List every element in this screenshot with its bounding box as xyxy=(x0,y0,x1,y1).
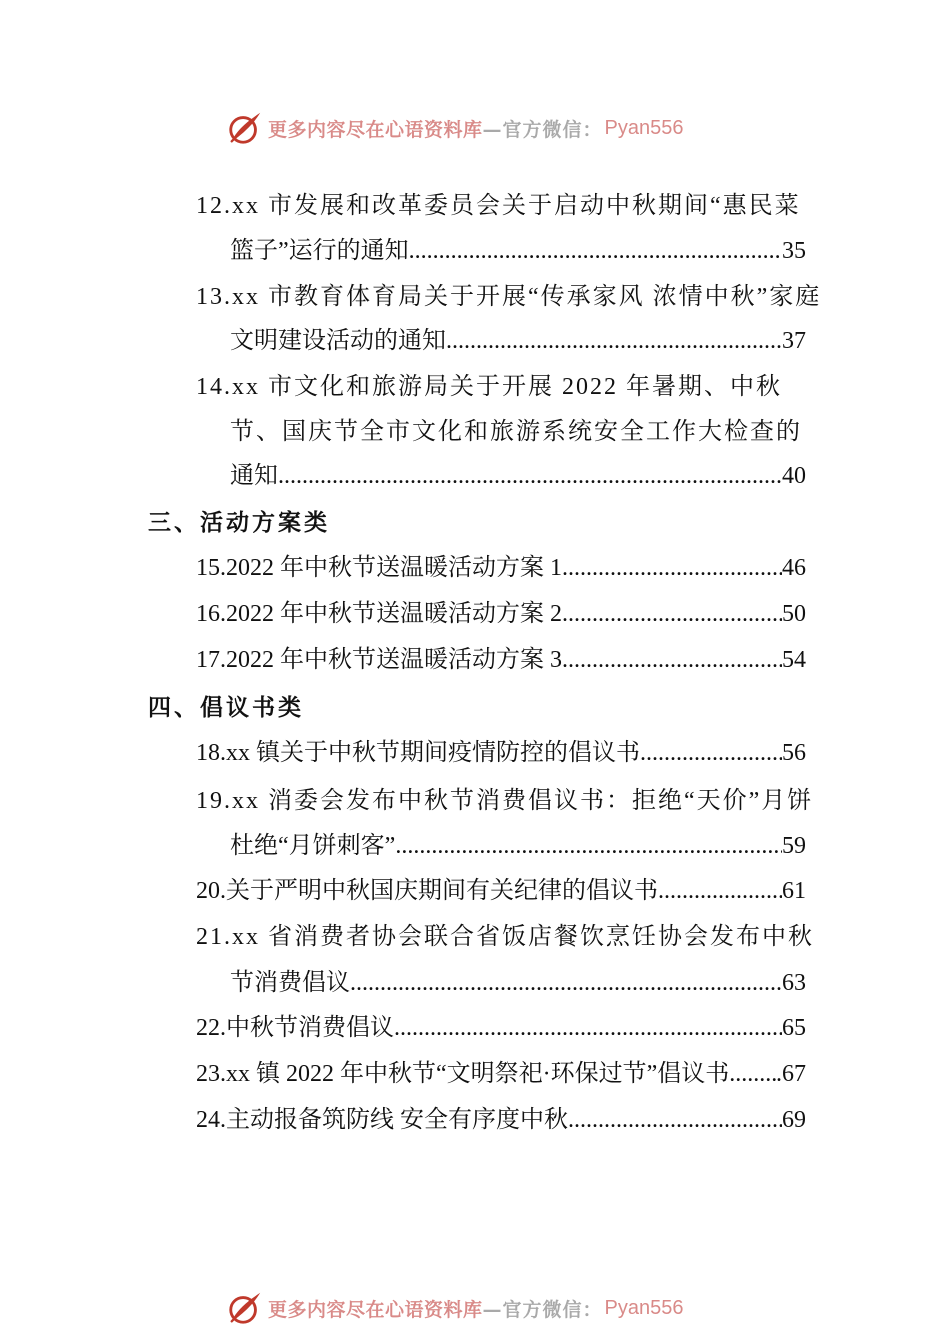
dot-leader xyxy=(658,875,782,907)
toc-entry-14-title-end: 通知 xyxy=(230,463,278,489)
dot-leader xyxy=(394,1012,782,1044)
dot-leader xyxy=(640,737,782,769)
toc-entry-18[interactable] xyxy=(196,737,806,769)
toc-entry-17-title: 17.2022 年中秋节送温暖活动方案 3 xyxy=(196,647,562,673)
toc-entry-19-title-end: 杜绝“月饼刺客” xyxy=(230,833,396,859)
dot-leader xyxy=(278,460,782,492)
dot-leader xyxy=(562,644,782,676)
toc-entry-12-page: 35 xyxy=(782,238,806,264)
toc-entry-13-page: 37 xyxy=(782,328,806,354)
toc-entry-20-title: 20.关于严明中秋国庆期间有关纪律的倡议书 xyxy=(196,878,658,904)
toc-entry-23[interactable] xyxy=(196,1058,806,1090)
dot-leader xyxy=(562,598,782,630)
toc-entry-21-line1[interactable]: 21.xx 省消费者协会联合省饭店餐饮烹饪协会发布中秋 xyxy=(196,924,814,950)
toc-entry-24[interactable] xyxy=(196,1104,806,1136)
toc-entry-13-title-end: 文明建设活动的通知 xyxy=(230,328,446,354)
toc-entry-18-title: 18.xx 镇关于中秋节期间疫情防控的倡议书 xyxy=(196,740,640,766)
header-watermark xyxy=(226,108,684,148)
watermark-wechat-id: Pyan556 xyxy=(604,116,684,139)
quill-logo-icon xyxy=(226,109,264,147)
dot-leader xyxy=(562,552,782,584)
footer-watermark xyxy=(226,1288,684,1328)
toc-entry-24-title: 24.主动报备筑防线 安全有序度中秋 xyxy=(196,1107,568,1133)
dot-leader xyxy=(350,967,782,999)
toc-entry-12-line2[interactable] xyxy=(230,235,806,267)
toc-entry-14-line1[interactable]: 14.xx 市文化和旅游局关于开展 2022 年暑期、中秋 xyxy=(196,374,782,400)
dot-leader xyxy=(735,1058,776,1090)
watermark-sub-text: —官方微信： xyxy=(482,1298,603,1321)
toc-entry-14-page: 40 xyxy=(782,463,806,489)
toc-entry-18-page: 56 xyxy=(782,740,806,766)
toc-entry-14-line2[interactable]: 节、国庆节全市文化和旅游系统安全工作大检查的 xyxy=(230,419,802,445)
dot-leader xyxy=(395,830,782,862)
toc-entry-13-line2[interactable] xyxy=(230,325,806,357)
section-heading-activity-plans: 三、活动方案类 xyxy=(148,510,330,536)
toc-entry-16-page: 50 xyxy=(782,601,806,627)
toc-entry-15[interactable] xyxy=(196,552,806,584)
quill-logo-icon xyxy=(226,1289,264,1327)
watermark-main-text: 更多内容尽在心语资料库 xyxy=(268,118,483,141)
toc-entry-15-title: 15.2022 年中秋节送温暖活动方案 1 xyxy=(196,555,562,581)
toc-entry-20-page: 61 xyxy=(782,878,806,904)
toc-entry-21-title-end: 节消费倡议 xyxy=(230,970,350,996)
dot-leader xyxy=(409,235,782,267)
toc-entry-15-page: 46 xyxy=(782,555,806,581)
toc-entry-13-line1[interactable]: 13.xx 市教育体育局关于开展“传承家风 浓情中秋”家庭 xyxy=(196,284,822,310)
toc-entry-23-page: .67 xyxy=(776,1061,806,1087)
toc-entry-16[interactable] xyxy=(196,598,806,630)
toc-entry-21-page: 63 xyxy=(782,970,806,996)
toc-entry-22-page: 65 xyxy=(782,1015,806,1041)
toc-entry-19-page: 59 xyxy=(782,833,806,859)
toc-entry-19-line2[interactable] xyxy=(230,830,806,862)
dot-leader xyxy=(446,325,782,357)
toc-entry-14-line3[interactable] xyxy=(230,460,806,492)
toc-entry-24-page: 69 xyxy=(782,1107,806,1133)
toc-entry-21-line2[interactable] xyxy=(230,967,806,999)
toc-entry-17-page: 54 xyxy=(782,647,806,673)
watermark-main-text: 更多内容尽在心语资料库 xyxy=(268,1298,483,1321)
watermark-sub-text: —官方微信： xyxy=(482,118,603,141)
toc-entry-12-line1[interactable]: 12.xx 市发展和改革委员会关于启动中秋期间“惠民菜 xyxy=(196,193,801,219)
toc-entry-23-title: 23.xx 镇 2022 年中秋节“文明祭祀·环保过节”倡议书. xyxy=(196,1061,736,1087)
toc-entry-19-line1[interactable]: 19.xx 消委会发布中秋节消费倡议书：拒绝“天价”月饼 xyxy=(196,788,814,814)
toc-entry-20[interactable] xyxy=(196,875,806,907)
section-heading-proposals: 四、倡议书类 xyxy=(148,695,304,721)
toc-entry-22[interactable] xyxy=(196,1012,806,1044)
toc-entry-12-title-end: 篮子”运行的通知 xyxy=(230,238,409,264)
dot-leader xyxy=(568,1104,782,1136)
toc-entry-22-title: 22.中秋节消费倡议 xyxy=(196,1015,394,1041)
toc-entry-16-title: 16.2022 年中秋节送温暖活动方案 2 xyxy=(196,601,562,627)
toc-entry-17[interactable] xyxy=(196,644,806,676)
watermark-wechat-id: Pyan556 xyxy=(604,1296,684,1319)
